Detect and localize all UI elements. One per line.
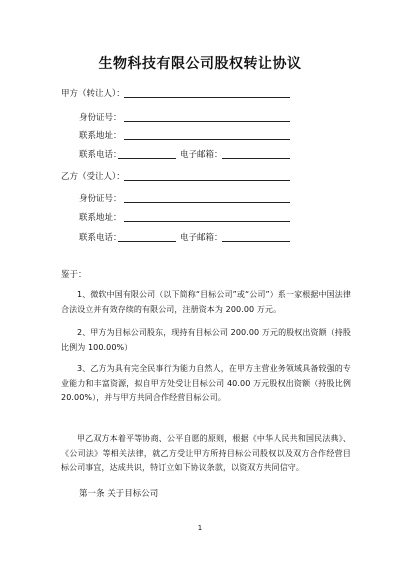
party-a-email-line: [222, 158, 290, 159]
document-title: 生物科技有限公司股权转让协议: [98, 56, 302, 72]
recitals-heading: 鉴于：: [61, 270, 87, 280]
party-b-address-line: [124, 221, 290, 222]
party-a-address-label: 联系地址：: [79, 131, 122, 141]
party-b-id-label: 身份证号：: [79, 194, 122, 204]
party-a-address-line: [124, 139, 290, 140]
party-b-name-line: [124, 180, 290, 181]
party-a-id-line: [124, 121, 290, 122]
clause-2: 2、甲方为目标公司股东，现持有目标公司 200.00 万元的股权出资额（持股比例为 100.00%）: [61, 328, 351, 352]
party-b-email-line: [222, 241, 290, 242]
party-b-email-label: 电子邮箱：: [180, 233, 223, 243]
party-b-address-label: 联系地址：: [79, 213, 122, 223]
party-b-id-line: [124, 202, 290, 203]
party-a-email-label: 电子邮箱：: [180, 150, 223, 160]
clause-3: 3、乙方为具有完全民事行为能力自然人，在甲方主营业务领域具备较强的专业能力和丰富资源，拟自甲方处受让目标公司 40.00 万元股权出资额（持股比例 20.00%），并与甲方共同合作经营目标公司。: [61, 364, 351, 402]
party-b-label: 乙方（受让人）：: [61, 172, 125, 182]
agreement-paragraph: 甲乙双方本着平等协商、公平自愿的原则，根据《中华人民共和国民法典》、《公司法》等相关法律，就乙方受让甲方所持目标公司股权以及双方合作经营目标公司事宜，达成共识，特订立如下协议条款，以资双方共同信守。: [61, 434, 351, 472]
party-a-phone-label: 联系电话：: [79, 150, 122, 160]
party-a-id-label: 身份证号：: [79, 113, 122, 123]
party-b-phone-label: 联系电话：: [79, 233, 122, 243]
article-1-heading: 第一条 关于目标公司: [79, 489, 159, 499]
party-a-phone-line: [118, 158, 176, 159]
clause-1: 1、微软中国有限公司（以下简称“目标公司”或“公司”）系一家根据中国法律合法设立并有效存续的有限公司，注册资本为 200.00 万元。: [61, 290, 351, 314]
party-a-name-line: [124, 97, 290, 98]
page-number: 1: [197, 524, 203, 532]
party-a-label: 甲方（转让人）：: [61, 89, 125, 99]
party-b-phone-line: [118, 241, 176, 242]
